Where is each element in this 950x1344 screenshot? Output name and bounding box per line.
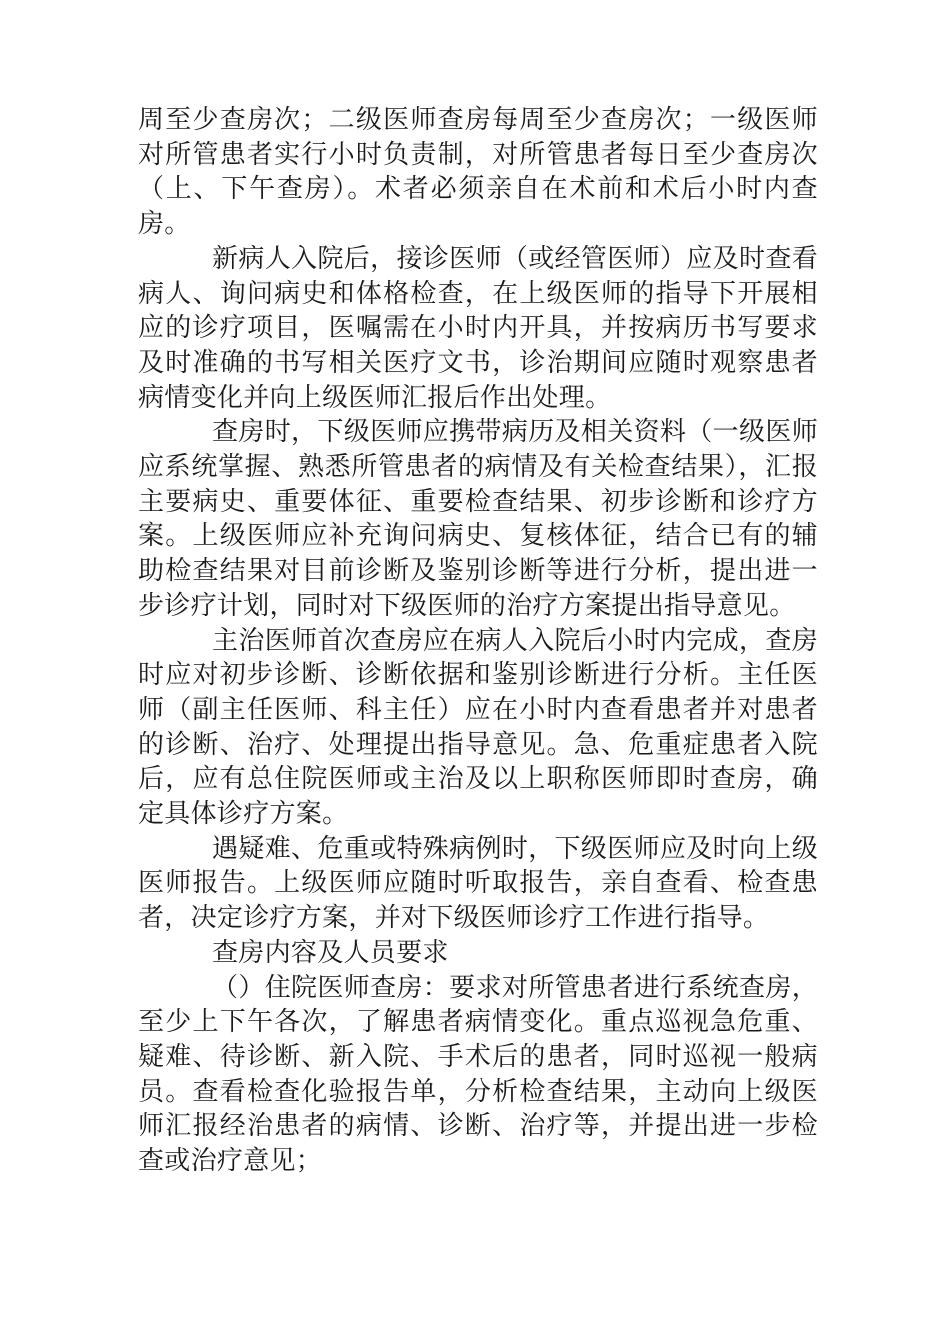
paragraph-attending-first-round: 主治医师首次查房应在病人入院后小时内完成，查房时应对初步诊断、诊断依据和鉴别诊断进行分析。主任医师（副主任医师、科主任）应在小时内查看患者并对患者的诊断、治疗、处理提出指导意见。急、危重症患者入院后，应有总住院医师或主治及以上职称医师即时查房，确定具体诊疗方案。: [138, 625, 818, 830]
paragraph-difficult-cases: 遇疑难、危重或特殊病例时，下级医师应及时向上级医师报告。上级医师应随时听取报告，亲自查看、检查患者，决定诊疗方案，并对下级医师诊疗工作进行指导。: [138, 833, 818, 934]
document-body: [138, 103, 818, 1179]
paragraph-new-patient: 新病人入院后，接诊医师（或经管医师）应及时查看病人、询问病史和体格检查，在上级医师的指导下开展相应的诊疗项目，医嘱需在小时内开具，并按病历书写要求及时准确的书写相关医疗文书，诊治期间应随时观察患者病情变化并向上级医师汇报后作出处理。: [138, 243, 818, 413]
paragraph-rounds-procedure: 查房时，下级医师应携带病历及相关资料（一级医师应系统掌握、熟悉所管患者的病情及有关检查结果），汇报主要病史、重要体征、重要检查结果、初步诊断和诊疗方案。上级医师应补充询问病史、复核体征，结合已有的辅助检查结果对目前诊断及鉴别诊断等进行分析，提出进一步诊疗计划，同时对下级医师的治疗方案提出指导意见。: [138, 417, 818, 621]
section-heading: 查房内容及人员要求: [212, 937, 449, 968]
paragraph-resident-rounds: （）住院医师查房：要求对所管患者进行系统查房，至少上下午各次，了解患者病情变化。重点巡视急危重、疑难、待诊断、新入院、手术后的患者，同时巡视一般病员。查看检查化验报告单，分析检查结果，主动向上级医师汇报经治患者的病情、诊断、治疗等，并提出进一步检查或治疗意见；: [138, 972, 818, 1177]
paragraph-continuation: 周至少查房次；二级医师查房每周至少查房次；一级医师对所管患者实行小时负责制，对所管患者每日至少查房次（上、下午查房）。术者必须亲自在术前和术后小时内查房。: [138, 105, 818, 240]
